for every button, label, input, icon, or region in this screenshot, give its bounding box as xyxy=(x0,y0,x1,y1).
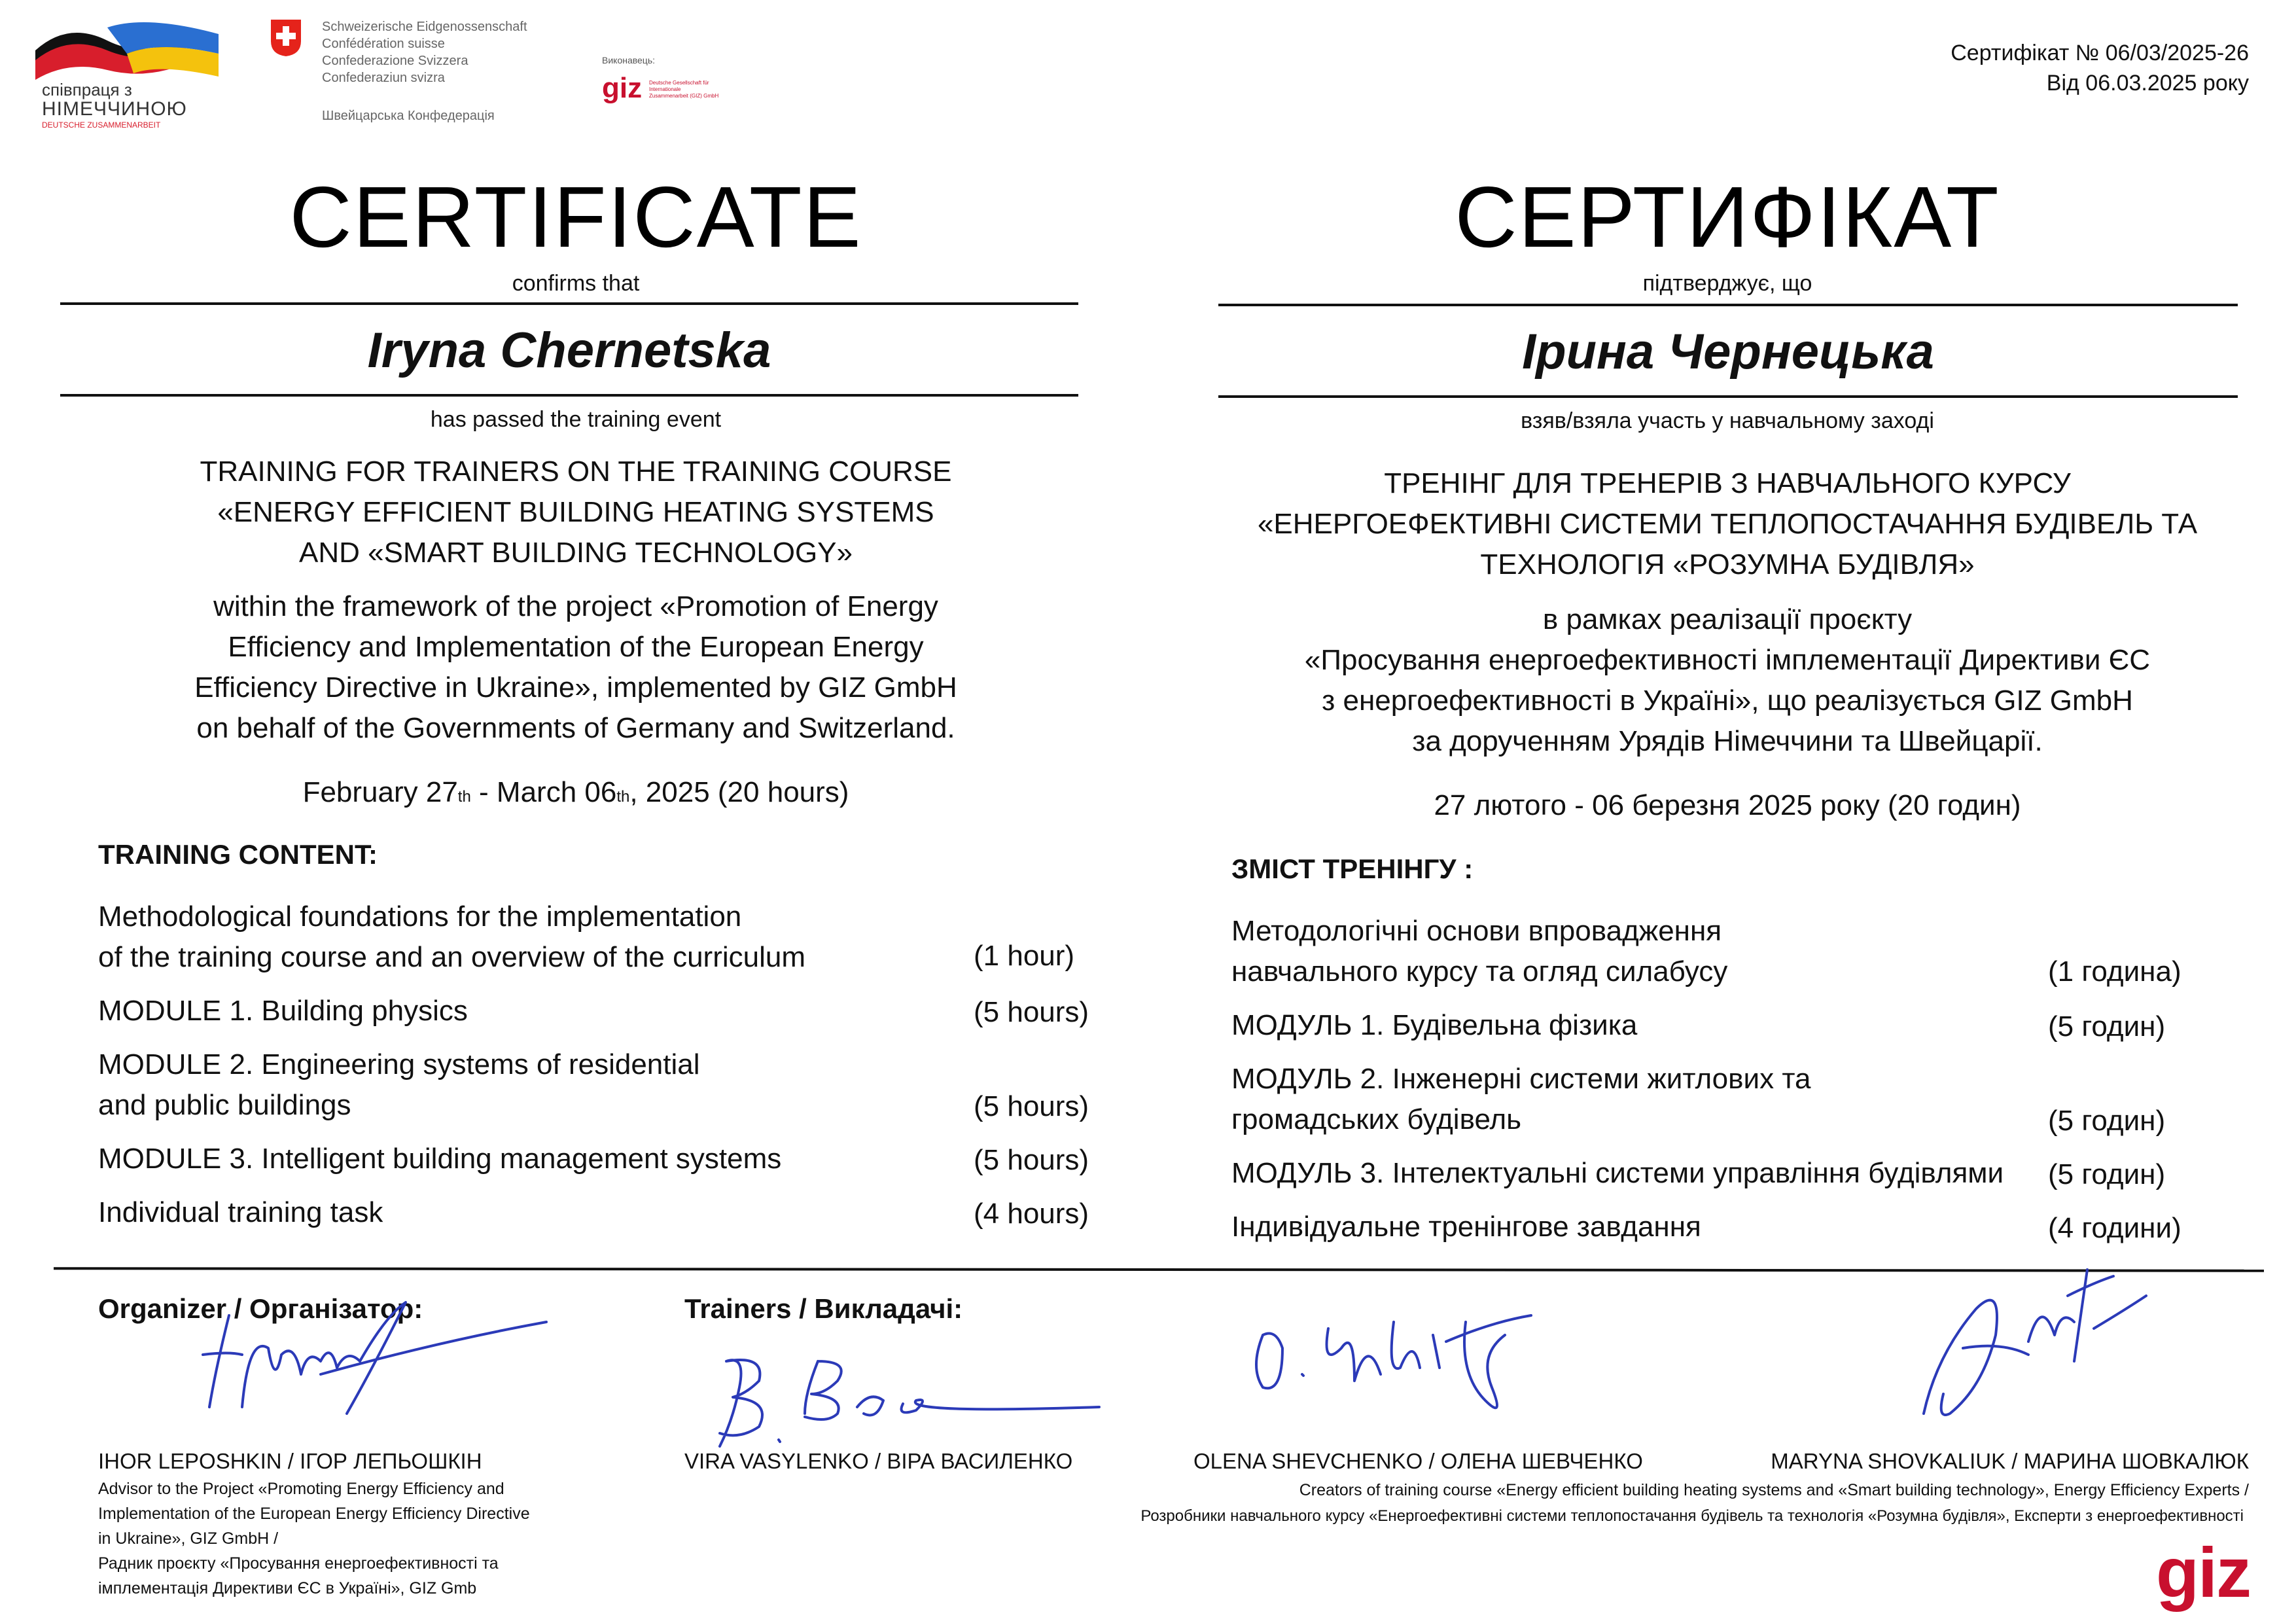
framework-line-uk-3: з енергоефективності в Україні», що реалізується GIZ GmbH xyxy=(1322,685,2133,717)
trainers-role-line1: Creators of training course «Energy efficient building heating systems and «Smart building technology», Energy Efficiency Experts / xyxy=(1299,1481,2249,1499)
organizer-role-line3: in Ukraine», GIZ GmbH / xyxy=(98,1529,279,1548)
trainer3-signature xyxy=(1898,1257,2159,1440)
organizer-name: IHOR LEPOSHKIN / ІГОР ЛЕПЬОШКІН xyxy=(98,1449,482,1473)
content-item-en-3 xyxy=(98,1044,700,1126)
swiss-logo-ukrainian: Швейцарська Конфедерація xyxy=(322,109,495,123)
trainers-role-line2: Розробники навчального курсу «Енергоефективні системи теплопостачання будівель та технологія «Розумна будівля», Експерти з енергоефективності xyxy=(1140,1507,2244,1525)
name-bottom-rule-uk xyxy=(1218,395,2238,398)
trainer1-signature xyxy=(707,1335,1112,1453)
course-title-uk xyxy=(1217,463,2238,585)
name-top-rule-uk xyxy=(1218,304,2238,306)
date-year-en: , 2025 (20 hours) xyxy=(629,776,849,808)
passed-text-uk: взяв/взяла участь у навчальному заході xyxy=(1521,408,1934,433)
content-item-uk-1 xyxy=(1231,911,1727,992)
confirms-that-uk: підтверджує, що xyxy=(1642,271,1812,296)
content-hours-uk-2: (5 годин) xyxy=(2048,1010,2166,1043)
framework-line-en-1: within the framework of the project «Promotion of Energy xyxy=(213,590,938,622)
content-item-uk-4: МОДУЛЬ 3. Інтелектуальні системи управління будівлями xyxy=(1231,1157,2004,1189)
trainer1-name: VIRA VASYLENKO / ВІРА ВАСИЛЕНКО xyxy=(684,1449,1073,1473)
framework-line-en-2: Efficiency and Implementation of the European Energy xyxy=(228,631,924,663)
framework-line-en-3: Efficiency Directive in Ukraine», implemented by GIZ GmbH xyxy=(194,671,957,704)
content-hours-uk-1: (1 година) xyxy=(2048,955,2181,988)
content-hours-en-1: (1 hour) xyxy=(974,940,1075,972)
content-item-uk-1-line2: навчального курсу та огляд силабусу xyxy=(1231,955,1728,988)
giz-small-desc: Deutsche Gesellschaft für Internationale Zusammenarbeit (GIZ) GmbH xyxy=(649,80,719,99)
certificate-number: Сертифікат № 06/03/2025-26 xyxy=(1951,41,2249,65)
recipient-name-uk: Ірина Чернецька xyxy=(1522,324,1934,380)
framework-line-en-4: on behalf of the Governments of Germany and Switzerland. xyxy=(196,712,955,744)
trainer2-name: OLENA SHEVCHENKO / ОЛЕНА ШЕВЧЕНКО xyxy=(1193,1449,1643,1473)
name-top-rule-en xyxy=(60,302,1078,305)
passed-text-en: has passed the training event xyxy=(430,407,722,432)
content-item-uk-1-line1: Методологічні основи впровадження xyxy=(1231,915,1722,947)
content-item-en-2: MODULE 1. Building physics xyxy=(98,995,468,1027)
content-hours-en-5: (4 hours) xyxy=(974,1198,1089,1230)
germany-logo-line3: DEUTSCHE ZUSAMMENARBEIT xyxy=(42,120,161,130)
course-line-en-3: AND «SMART BUILDING TECHNOLOGY» xyxy=(299,537,853,569)
framework-text-en xyxy=(59,586,1093,749)
content-item-en-1-line1: Methodological foundations for the implementation xyxy=(98,901,742,933)
trainers-label: Trainers / Викладачі: xyxy=(684,1293,963,1324)
germany-logo-line1: співпраця з xyxy=(42,80,132,99)
swiss-cross-icon xyxy=(270,18,302,58)
executor-logo xyxy=(602,55,746,120)
content-item-uk-5: Індивідуальне тренінгове завдання xyxy=(1231,1211,1701,1243)
certificate-title-en: CERTIFICATE xyxy=(289,169,862,265)
flag-wave-icon xyxy=(29,14,225,86)
content-item-en-1-line2: of the training course and an overview of the curriculum xyxy=(98,941,806,973)
content-hours-uk-4: (5 годин) xyxy=(2048,1158,2166,1190)
course-line-en-1: TRAINING FOR TRAINERS ON THE TRAINING COURSE xyxy=(200,455,952,488)
date-end-suffix-en: th xyxy=(616,788,630,806)
content-hours-uk-5: (4 години) xyxy=(2048,1212,2181,1244)
framework-line-uk-1: в рамках реалізації проєкту xyxy=(1542,603,1913,635)
framework-text-uk xyxy=(1217,599,2238,762)
organizer-role-line4: Радник проєкту «Просування енергоефективності та xyxy=(98,1554,499,1573)
organizer-label: Organizer / Організатор: xyxy=(98,1293,423,1324)
course-line-uk-2: «ЕНЕРГОЕФЕКТИВНІ СИСТЕМИ ТЕПЛОПОСТАЧАННЯ БУДІВЕЛЬ ТА xyxy=(1257,508,2198,540)
content-hours-en-3: (5 hours) xyxy=(974,1090,1089,1122)
swiss-logo-line4: Confederaziun svizra xyxy=(322,71,445,85)
content-item-uk-2: МОДУЛЬ 1. Будівельна фізика xyxy=(1231,1009,1638,1041)
framework-line-uk-4: за дорученням Урядів Німеччини та Швейцарії. xyxy=(1412,725,2043,757)
course-line-uk-1: ТРЕНІНГ ДЛЯ ТРЕНЕРІВ З НАВЧАЛЬНОГО КУРСУ xyxy=(1384,467,2071,499)
organizer-role-line5: імплементація Директиви ЄС в Україні», GIZ Gmb xyxy=(98,1579,477,1597)
swiss-logo-line1: Schweizerische Eidgenossenschaft xyxy=(322,20,527,34)
content-item-uk-3-line2: громадських будівель xyxy=(1231,1103,1522,1135)
content-hours-en-2: (5 hours) xyxy=(974,996,1089,1028)
executor-label: Виконавець: xyxy=(602,55,656,65)
date-start-suffix-en: th xyxy=(457,788,471,806)
training-content-heading-en: TRAINING CONTENT: xyxy=(98,839,378,870)
swiss-logo-line2: Confédération suisse xyxy=(322,37,445,51)
training-content-heading-uk: ЗМІСТ ТРЕНІНГУ : xyxy=(1231,853,1474,884)
content-item-uk-3-line1: МОДУЛЬ 2. Інженерні системи житлових та xyxy=(1231,1063,1811,1095)
content-item-en-5: Individual training task xyxy=(98,1196,383,1228)
content-item-uk-3 xyxy=(1231,1059,1810,1140)
content-item-en-4: MODULE 3. Intelligent building management systems xyxy=(98,1143,782,1175)
giz-small-logo: giz xyxy=(602,72,643,104)
content-item-en-3-line2: and public buildings xyxy=(98,1089,351,1121)
content-hours-en-4: (5 hours) xyxy=(974,1144,1089,1176)
germany-cooperation-logo xyxy=(29,14,225,132)
certificate-date: Від 06.03.2025 року xyxy=(2046,71,2249,96)
content-item-en-3-line1: MODULE 2. Engineering systems of residential xyxy=(98,1048,700,1080)
content-item-en-1 xyxy=(98,897,805,978)
organizer-role xyxy=(98,1476,530,1601)
date-end-en: - March 06 xyxy=(470,776,617,808)
date-start-en: February 27 xyxy=(302,776,458,808)
certificate-title-uk: СЕРТИФІКАТ xyxy=(1455,169,2000,265)
germany-logo-line2: НІМЕЧЧИНОЮ xyxy=(42,98,187,120)
course-line-uk-3: ТЕХНОЛОГІЯ «РОЗУМНА БУДІВЛЯ» xyxy=(1480,548,1975,580)
training-dates-uk: 27 лютого - 06 березня 2025 року (20 годин) xyxy=(1434,789,2021,821)
course-line-en-2: «ENERGY EFFICIENT BUILDING HEATING SYSTEMS xyxy=(217,496,934,528)
content-hours-uk-3: (5 годин) xyxy=(2048,1105,2166,1137)
swiss-confederation-logo xyxy=(270,18,557,130)
organizer-role-line2: Implementation of the European Energy Efficiency Directive xyxy=(98,1505,530,1523)
recipient-name-en: Iryna Chernetska xyxy=(367,323,771,378)
confirms-that-en: confirms that xyxy=(512,271,640,296)
giz-logo: giz xyxy=(2156,1533,2250,1612)
framework-line-uk-2: «Просування енергоефективності імплементації Директиви ЄС xyxy=(1304,644,2151,676)
trainer2-signature xyxy=(1243,1296,1557,1440)
trainer3-name: MARYNA SHOVKALIUK / МАРИНА ШОВКАЛЮК xyxy=(1771,1449,2249,1473)
organizer-signature xyxy=(190,1276,556,1433)
course-title-en xyxy=(59,452,1093,573)
training-dates-en xyxy=(59,772,1093,817)
swiss-logo-line3: Confederazione Svizzera xyxy=(322,54,468,68)
name-bottom-rule-en xyxy=(60,394,1078,397)
organizer-role-line1: Advisor to the Project «Promoting Energy Efficiency and xyxy=(98,1480,504,1498)
